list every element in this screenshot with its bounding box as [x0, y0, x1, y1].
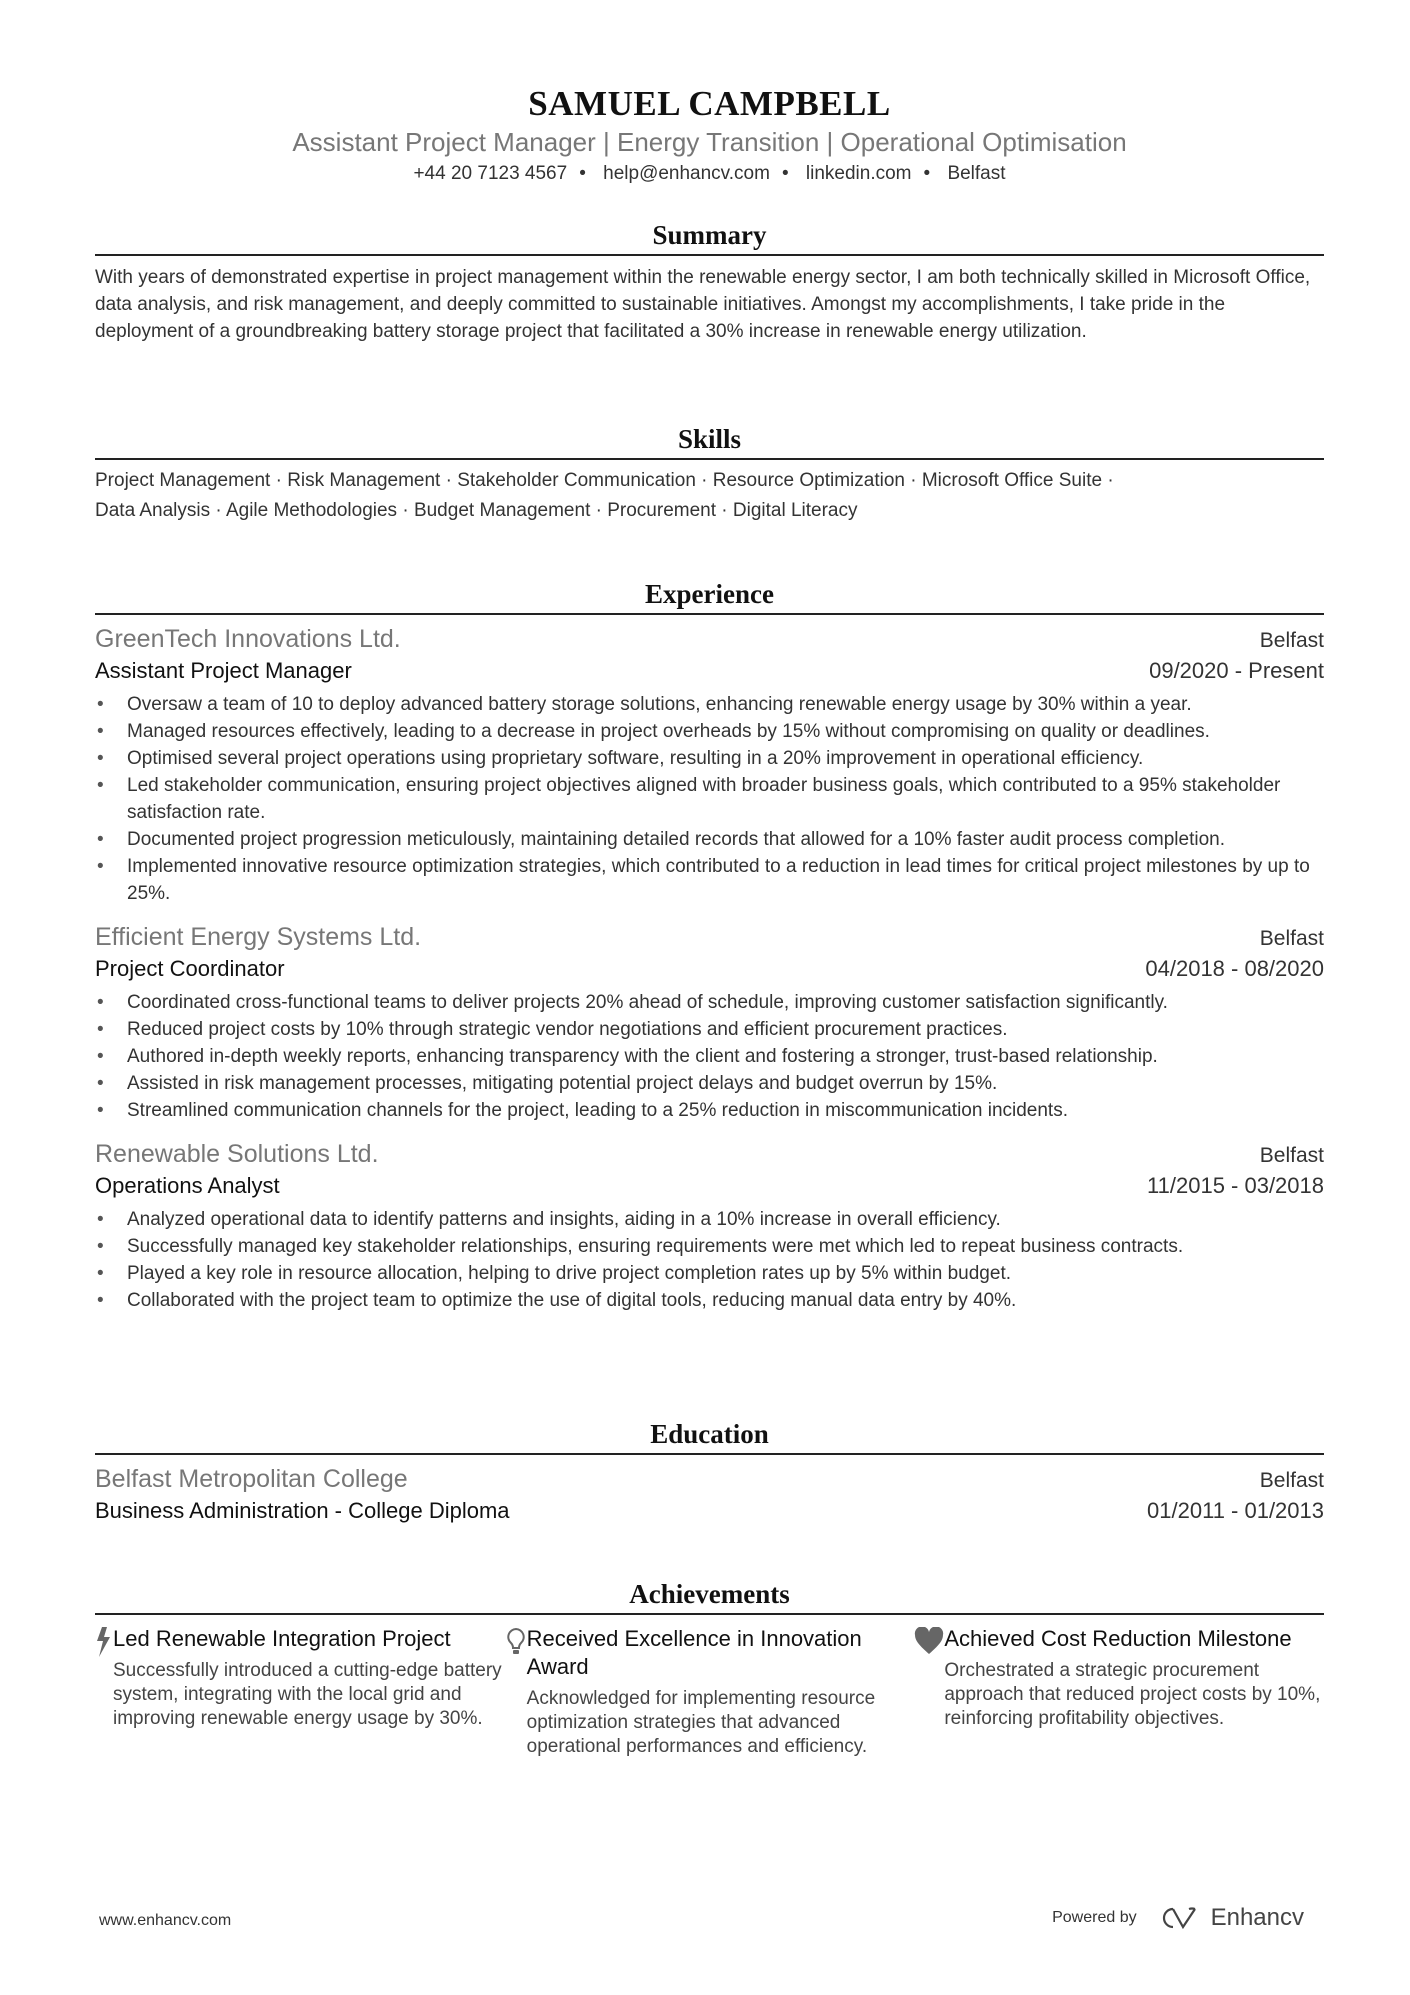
bolt-icon [95, 1625, 113, 1759]
job-role: Operations Analyst [95, 1173, 280, 1198]
section-heading: Education [95, 1419, 1324, 1455]
section-heading: Skills [95, 424, 1324, 460]
section-heading: Experience [95, 579, 1324, 615]
job-entry [95, 1138, 1324, 1314]
footer-website[interactable]: www.enhancv.com [99, 1912, 232, 1929]
bullet-item: • Documented project progression meticulously, maintaining detailed records that allowed for a 10% faster audit process completion. [95, 826, 1324, 853]
headline: Assistant Project Manager | Energy Transition | Operational Optimisation [292, 127, 1127, 157]
heart-icon [914, 1625, 944, 1759]
achievement-item [914, 1625, 1324, 1759]
achievement-title: Led Renewable Integration Project [113, 1626, 451, 1651]
achievement-title: Achieved Cost Reduction Milestone [944, 1626, 1292, 1651]
lightbulb-icon [505, 1625, 527, 1759]
powered-by: Powered by [1052, 1909, 1137, 1926]
summary-text: With years of demonstrated expertise in project management within the renewable energy sector, I am both technically skilled in Microsoft Office, data analysis, and risk management, and deeply committed to sustainable initiatives. Amongst my accomplishments, I take pride in the deployment of a groundbreaking battery storage project that facilitated a 30% increase in renewable energy utilization. [95, 267, 1311, 342]
job-location: Belfast [1259, 629, 1324, 652]
bullet-list [95, 1206, 1324, 1314]
phone: +44 20 7123 4567 [413, 163, 568, 184]
job-dates: 04/2018 - 08/2020 [1145, 956, 1324, 981]
bullet-item: • Managed resources effectively, leading to a decrease in project overheads by 15% without compromising on quality or deadlines. [95, 718, 1324, 745]
bullet-item: • Streamlined communication channels for the project, leading to a 25% reduction in miscommunication incidents. [95, 1097, 1324, 1124]
achievement-desc: Successfully introduced a cutting-edge battery system, integrating with the local grid and improving renewable energy usage by 30%. [113, 1660, 502, 1729]
candidate-name: SAMUEL CAMPBELL [528, 84, 891, 123]
bullet-list [95, 989, 1324, 1124]
enhancv-logo[interactable] [1159, 1904, 1304, 1932]
bullet-item: • Played a key role in resource allocation, helping to drive project completion rates up by 5% within budget. [95, 1260, 1324, 1287]
summary-section [95, 220, 1324, 345]
job-entry [95, 623, 1324, 907]
section-heading: Summary [95, 220, 1324, 256]
job-entry [95, 921, 1324, 1124]
bullet-item: • Collaborated with the project team to optimize the use of digital tools, reducing manual data entry by 40%. [95, 1287, 1324, 1314]
footer-branding [1052, 1904, 1304, 1932]
school: Belfast Metropolitan College [95, 1465, 408, 1493]
experience-section [95, 579, 1324, 1314]
section-heading: Achievements [95, 1579, 1324, 1615]
bullet-item: • Coordinated cross-functional teams to deliver projects 20% ahead of schedule, improving customer satisfaction significantly. [95, 989, 1324, 1016]
education-section [95, 1419, 1324, 1527]
job-location: Belfast [1259, 1144, 1324, 1167]
achievement-item [505, 1625, 915, 1759]
enhancv-logo-icon [1159, 1906, 1203, 1930]
linkedin[interactable]: linkedin.com [805, 163, 912, 184]
bullet-item: • Assisted in risk management processes, mitigating potential project delays and budget overrun by 15%. [95, 1070, 1324, 1097]
bullet-item: • Authored in-depth weekly reports, enhancing transparency with the client and fostering a stronger, trust-based relationship. [95, 1043, 1324, 1070]
achievement-title: Received Excellence in Innovation Award [526, 1626, 862, 1679]
job-location: Belfast [1259, 927, 1324, 950]
location: Belfast [947, 163, 1006, 184]
company-name: Efficient Energy Systems Ltd. [95, 923, 422, 951]
degree: Business Administration - College Diploma [95, 1498, 510, 1523]
skills-line: Data Analysis · Agile Methodologies · Budget Management · Procurement · Digital Literacy [95, 500, 858, 521]
achievement-desc: Orchestrated a strategic procurement approach that reduced project costs by 10%, reinforcing profitability objectives. [944, 1660, 1321, 1729]
skills-list [95, 466, 1324, 526]
bullet-item: • Optimised several project operations using proprietary software, resulting in a 20% improvement in operational efficiency. [95, 745, 1324, 772]
bullet-item: • Led stakeholder communication, ensuring project objectives aligned with broader business goals, which contributed to a 95% stakeholder satisfaction rate. [95, 772, 1324, 826]
bullet-list [95, 691, 1324, 907]
education-dates: 01/2011 - 01/2013 [1147, 1498, 1324, 1523]
job-role: Project Coordinator [95, 956, 285, 981]
achievements-section [95, 1579, 1324, 1759]
skills-line: Project Management · Risk Management · Stakeholder Communication · Resource Optimization · Microsoft Office Suite · [95, 470, 1114, 491]
education-location: Belfast [1259, 1469, 1324, 1492]
job-dates: 09/2020 - Present [1149, 658, 1324, 683]
email[interactable]: help@enhancv.com [603, 163, 770, 184]
skills-section [95, 424, 1324, 526]
job-role: Assistant Project Manager [95, 658, 352, 683]
bullet-item: • Reduced project costs by 10% through strategic vendor negotiations and efficient procurement practices. [95, 1016, 1324, 1043]
bullet-item: • Successfully managed key stakeholder relationships, ensuring requirements were met which led to repeat business contracts. [95, 1233, 1324, 1260]
bullet-item: • Oversaw a team of 10 to deploy advanced battery storage solutions, enhancing renewable energy usage by 30% within a year. [95, 691, 1324, 718]
contact-info: +44 20 7123 4567 • help@enhancv.com • linkedin.com • Belfast [413, 163, 1006, 184]
achievement-desc: Acknowledged for implementing resource optimization strategies that advanced operational performances and efficiency. [526, 1688, 876, 1757]
achievement-item [95, 1625, 505, 1759]
job-dates: 11/2015 - 03/2018 [1147, 1173, 1324, 1198]
company-name: GreenTech Innovations Ltd. [95, 625, 401, 653]
bullet-item: • Implemented innovative resource optimization strategies, which contributed to a reduction in lead times for critical project milestones by up to 25%. [95, 853, 1324, 907]
brand-name: Enhancv [1210, 1904, 1304, 1931]
bullet-item: • Analyzed operational data to identify patterns and insights, aiding in a 10% increase in overall efficiency. [95, 1206, 1324, 1233]
company-name: Renewable Solutions Ltd. [95, 1140, 379, 1168]
